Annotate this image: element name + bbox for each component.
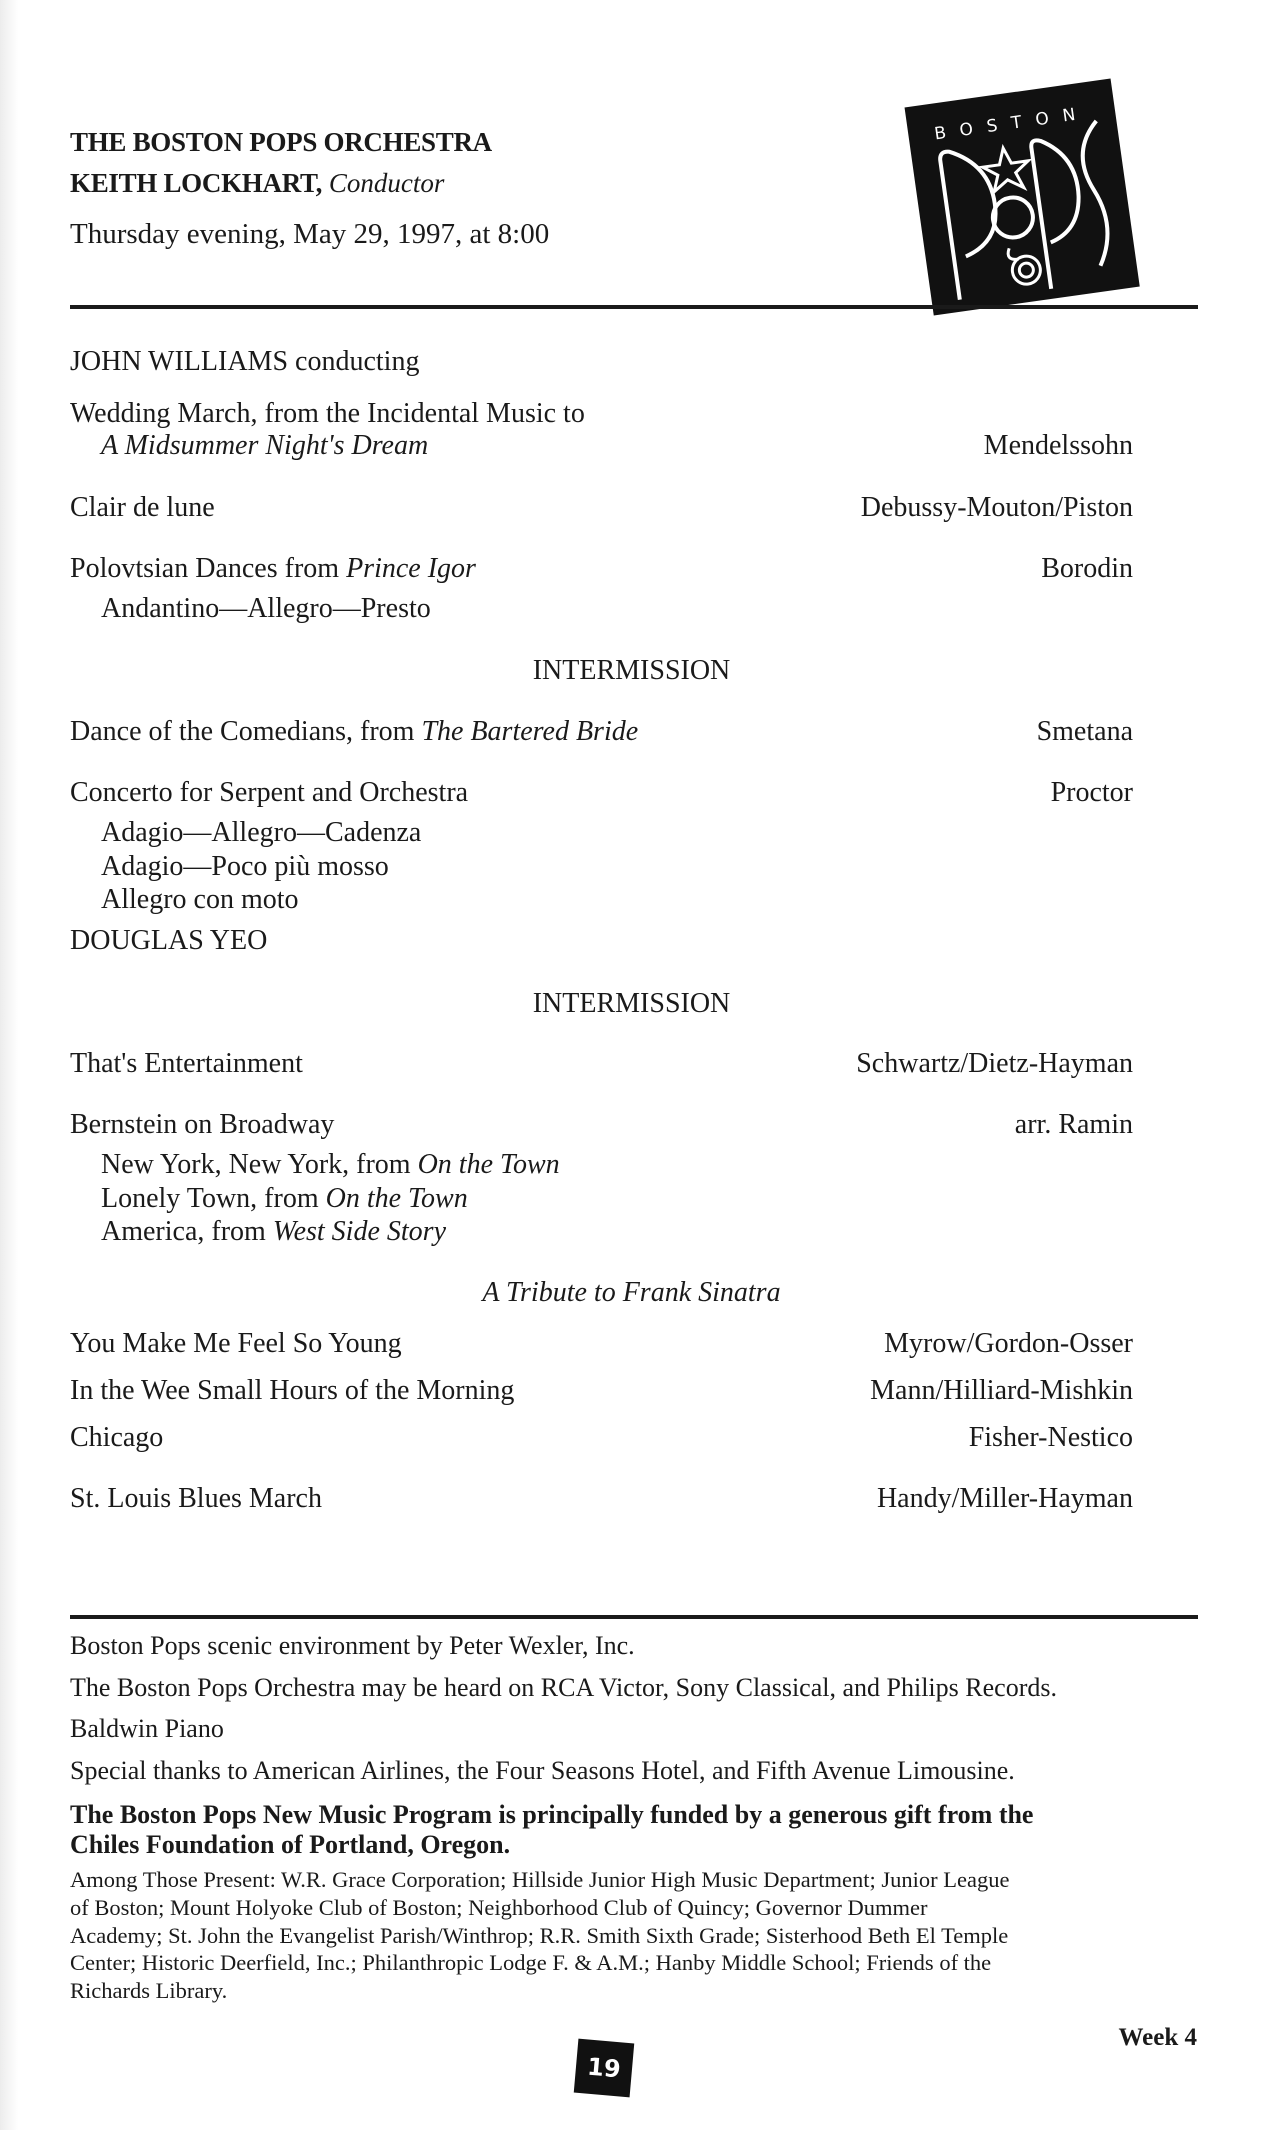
header-rule xyxy=(70,305,1198,309)
orchestra-name: THE BOSTON POPS ORCHESTRA xyxy=(70,127,492,157)
logo-boston-text: BOSTON xyxy=(933,102,1091,145)
guest-conductor: JOHN WILLIAMS conducting xyxy=(70,346,420,377)
program-item-title-italic: The Bartered Bride xyxy=(421,716,639,747)
note-funding-line: Chiles Foundation of Portland, Oregon. xyxy=(70,1830,511,1859)
program-item-movement: Adagio—Allegro—Cadenza xyxy=(101,817,422,848)
among-present-line: Among Those Present: W.R. Grace Corporation; Hillside Junior High Music Department; Junior League xyxy=(70,1867,1010,1892)
note-thanks: Special thanks to American Airlines, the Four Seasons Hotel, and Fifth Avenue Limousine. xyxy=(70,1756,1015,1785)
program-item-composer: Mann/Hilliard-Mishkin xyxy=(870,1375,1133,1406)
program-item-composer: arr. Ramin xyxy=(1014,1109,1133,1140)
note-scenic: Boston Pops scenic environment by Peter Wexler, Inc. xyxy=(70,1631,635,1660)
program-item-song xyxy=(101,1185,468,1213)
week-label: Week 4 xyxy=(1118,2024,1197,2051)
program-item-title: Concerto for Serpent and Orchestra xyxy=(70,777,469,808)
among-present-line: Academy; St. John the Evangelist Parish/Winthrop; R.R. Smith Sixth Grade; Sisterhood Beth El Temple xyxy=(70,1923,1009,1948)
program-item-title-italic: Prince Igor xyxy=(346,553,476,584)
footer-rule xyxy=(70,1615,1198,1619)
program-item-composer: Mendelssohn xyxy=(983,430,1133,461)
program-item-title: Wedding March, from the Incidental Music to xyxy=(70,398,585,429)
page-number-badge xyxy=(574,2039,634,2098)
conductor-line xyxy=(70,170,444,197)
note-funding-line: The Boston Pops New Music Program is principally funded by a generous gift from the xyxy=(70,1800,1034,1829)
song-title-text: Lonely Town, from xyxy=(101,1183,326,1214)
song-title-text: New York, New York, from xyxy=(101,1149,418,1180)
program-item-title: You Make Me Feel So Young xyxy=(70,1328,402,1359)
program-item-title: St. Louis Blues March xyxy=(70,1483,322,1514)
page-number: 19 xyxy=(586,2052,622,2084)
soloist-name: DOUGLAS YEO xyxy=(70,925,268,956)
among-present-line: of Boston; Mount Holyoke Club of Boston; Neighborhood Club of Quincy; Governor Dummer xyxy=(70,1895,928,1920)
song-source-italic: West Side Story xyxy=(272,1216,446,1247)
conductor-role: Conductor xyxy=(328,168,445,198)
boston-pops-logo xyxy=(898,70,1146,322)
conductor-name: KEITH LOCKHART, xyxy=(70,168,323,198)
program-item-subtitle: A Midsummer Night's Dream xyxy=(101,430,429,461)
song-source-italic: On the Town xyxy=(417,1149,560,1180)
program-item-title: Clair de lune xyxy=(70,492,215,523)
tribute-heading: A Tribute to Frank Sinatra xyxy=(482,1277,781,1308)
note-piano: Baldwin Piano xyxy=(70,1714,224,1743)
intermission-label: INTERMISSION xyxy=(532,988,731,1019)
program-item-movement: Allegro con moto xyxy=(101,884,299,915)
note-recordings: The Boston Pops Orchestra may be heard on RCA Victor, Sony Classical, and Philips Records. xyxy=(70,1673,1057,1702)
among-present-line: Center; Historic Deerfield, Inc.; Philanthropic Lodge F. & A.M.; Hanby Middle School; Friends of the xyxy=(70,1950,992,1975)
program-item-title-text: Dance of the Comedians, from xyxy=(70,716,422,747)
program-item-title: That's Entertainment xyxy=(70,1048,303,1079)
program-item-composer: Proctor xyxy=(1050,777,1133,808)
program-item-title: In the Wee Small Hours of the Morning xyxy=(70,1375,515,1406)
program-item-movements: Andantino—Allegro—Presto xyxy=(101,593,431,624)
program-item-song xyxy=(101,1151,560,1179)
song-title-text: America, from xyxy=(101,1216,273,1247)
program-item-title-text: Polovtsian Dances from xyxy=(70,553,347,584)
program-item-song xyxy=(101,1218,446,1246)
program-item-title xyxy=(70,718,638,746)
program-item-title: Chicago xyxy=(70,1422,164,1453)
song-source-italic: On the Town xyxy=(325,1183,468,1214)
program-item-movement: Adagio—Poco più mosso xyxy=(101,851,389,882)
program-item-composer: Smetana xyxy=(1036,716,1133,747)
program-item-composer: Myrow/Gordon-Osser xyxy=(884,1328,1133,1359)
program-item-composer: Handy/Miller-Hayman xyxy=(876,1483,1133,1514)
program-item-composer: Fisher-Nestico xyxy=(968,1422,1133,1453)
program-item-title: Bernstein on Broadway xyxy=(70,1109,335,1140)
program-item-composer: Schwartz/Dietz-Hayman xyxy=(856,1048,1133,1079)
scan-edge-shade xyxy=(0,0,18,2130)
program-item-composer: Borodin xyxy=(1041,553,1133,584)
concert-date: Thursday evening, May 29, 1997, at 8:00 xyxy=(70,218,550,250)
among-present-line: Richards Library. xyxy=(70,1978,228,2003)
program-item-title xyxy=(70,555,476,583)
program-item-composer: Debussy-Mouton/Piston xyxy=(860,492,1133,523)
intermission-label: INTERMISSION xyxy=(532,655,731,686)
